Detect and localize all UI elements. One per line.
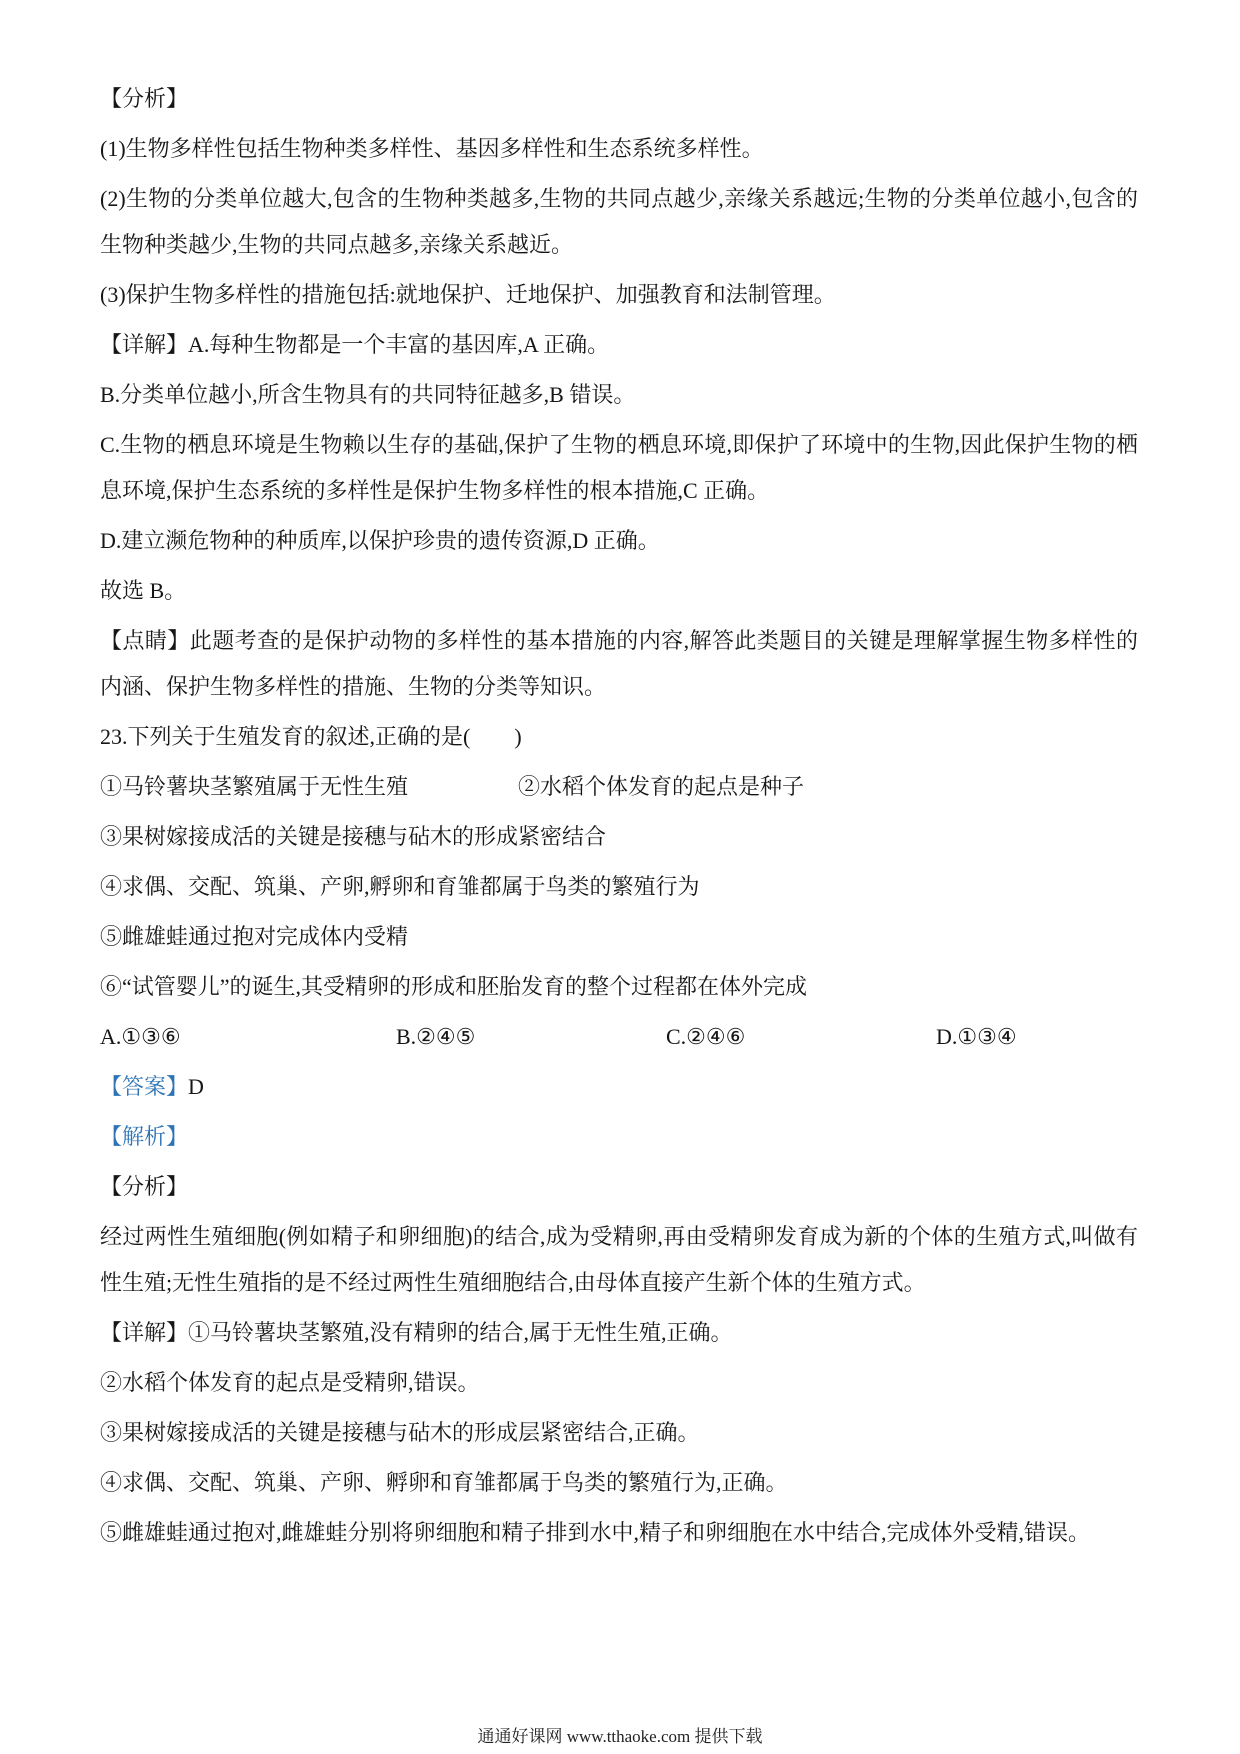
- q23-option-d: D.①③④: [936, 1024, 1017, 1049]
- q23-item-6: ⑥“试管婴儿”的诞生,其受精卵的形成和胚胎发育的整个过程都在体外完成: [100, 974, 808, 999]
- q23-item-4: ④求偶、交配、筑巢、产卵,孵卵和育雏都属于鸟类的繁殖行为: [100, 874, 700, 899]
- page-footer: 通通好课网 www.tthaoke.com 提供下载: [477, 1727, 763, 1746]
- q22-detail-option-d: D.建立濒危物种的种质库,以保护珍贵的遗传资源,D 正确。: [100, 528, 660, 553]
- q23-answer-line: [100, 1064, 1138, 1110]
- q22-detail-option-b: B.分类单位越小,所含生物具有的共同特征越多,B 错误。: [100, 382, 636, 407]
- q23-detail-item-1: 【详解】①马铃薯块茎繁殖,没有精卵的结合,属于无性生殖,正确。: [100, 1320, 733, 1345]
- q22-analysis-point-2: (2)生物的分类单位越大,包含的生物种类越多,生物的共同点越少,亲缘关系越远;生物的分类单位越小,包含的生物种类越少,生物的共同点越多,亲缘关系越近。: [100, 186, 1138, 257]
- q22-detail-option-a: 【详解】A.每种生物都是一个丰富的基因库,A 正确。: [100, 332, 610, 357]
- q23-analysis-header: 【分析】: [100, 1174, 189, 1199]
- q23-option-c: C.②④⑥: [666, 1024, 746, 1049]
- q23-jiexi-header: [100, 1114, 1138, 1160]
- q23-detail-item-3: ③果树嫁接成活的关键是接穗与砧木的形成层紧密结合,正确。: [100, 1420, 700, 1445]
- document-body: [100, 76, 1138, 1560]
- q22-analysis-header: 【分析】: [100, 86, 189, 111]
- q23-option-b: B.②④⑤: [396, 1024, 476, 1049]
- q23-detail-item-5: ⑤雌雄蛙通过抱对,雌雄蛙分别将卵细胞和精子排到水中,精子和卵细胞在水中结合,完成体外受精,错误。: [100, 1520, 1091, 1545]
- q23-item-3: ③果树嫁接成活的关键是接穗与砧木的形成紧密结合: [100, 824, 607, 849]
- answer-value: D: [188, 1074, 204, 1099]
- q23-item-5: ⑤雌雄蛙通过抱对完成体内受精: [100, 924, 409, 949]
- q23-detail-item-4: ④求偶、交配、筑巢、产卵、孵卵和育雏都属于鸟类的繁殖行为,正确。: [100, 1470, 788, 1495]
- q22-chosen-answer: 故选 B。: [100, 578, 187, 603]
- q23-detail-item-2: ②水稻个体发育的起点是受精卵,错误。: [100, 1370, 480, 1395]
- q23-item-1: ①马铃薯块茎繁殖属于无性生殖: [100, 774, 409, 799]
- q22-dianjing-note: 【点睛】此题考查的是保护动物的多样性的基本措施的内容,解答此类题目的关键是理解掌握生物多样性的内涵、保护生物多样性的措施、生物的分类等知识。: [100, 628, 1138, 699]
- q23-stem: 23.下列关于生殖发育的叙述,正确的是( ): [100, 724, 522, 749]
- q23-item-2: ②水稻个体发育的起点是种子: [518, 774, 805, 799]
- q23-option-a: A.①③⑥: [100, 1024, 181, 1049]
- q23-analysis-text: 经过两性生殖细胞(例如精子和卵细胞)的结合,成为受精卵,再由受精卵发育成为新的个体的生殖方式,叫做有性生殖;无性生殖指的是不经过两性生殖细胞结合,由母体直接产生新个体的生殖方式。: [100, 1224, 1138, 1295]
- q23-items-row-1: [100, 764, 1138, 810]
- q22-analysis-point-3: (3)保护生物多样性的措施包括:就地保护、迁地保护、加强教育和法制管理。: [100, 282, 836, 307]
- jiexi-label: 【解析】: [100, 1124, 189, 1149]
- q23-options-row: [100, 1014, 1138, 1060]
- q22-detail-option-c: C.生物的栖息环境是生物赖以生存的基础,保护了生物的栖息环境,即保护了环境中的生物,因此保护生物的栖息环境,保护生态系统的多样性是保护生物多样性的根本措施,C 正确。: [100, 432, 1138, 503]
- q22-analysis-point-1: (1)生物多样性包括生物种类多样性、基因多样性和生态系统多样性。: [100, 136, 764, 161]
- answer-label: 【答案】: [100, 1074, 189, 1099]
